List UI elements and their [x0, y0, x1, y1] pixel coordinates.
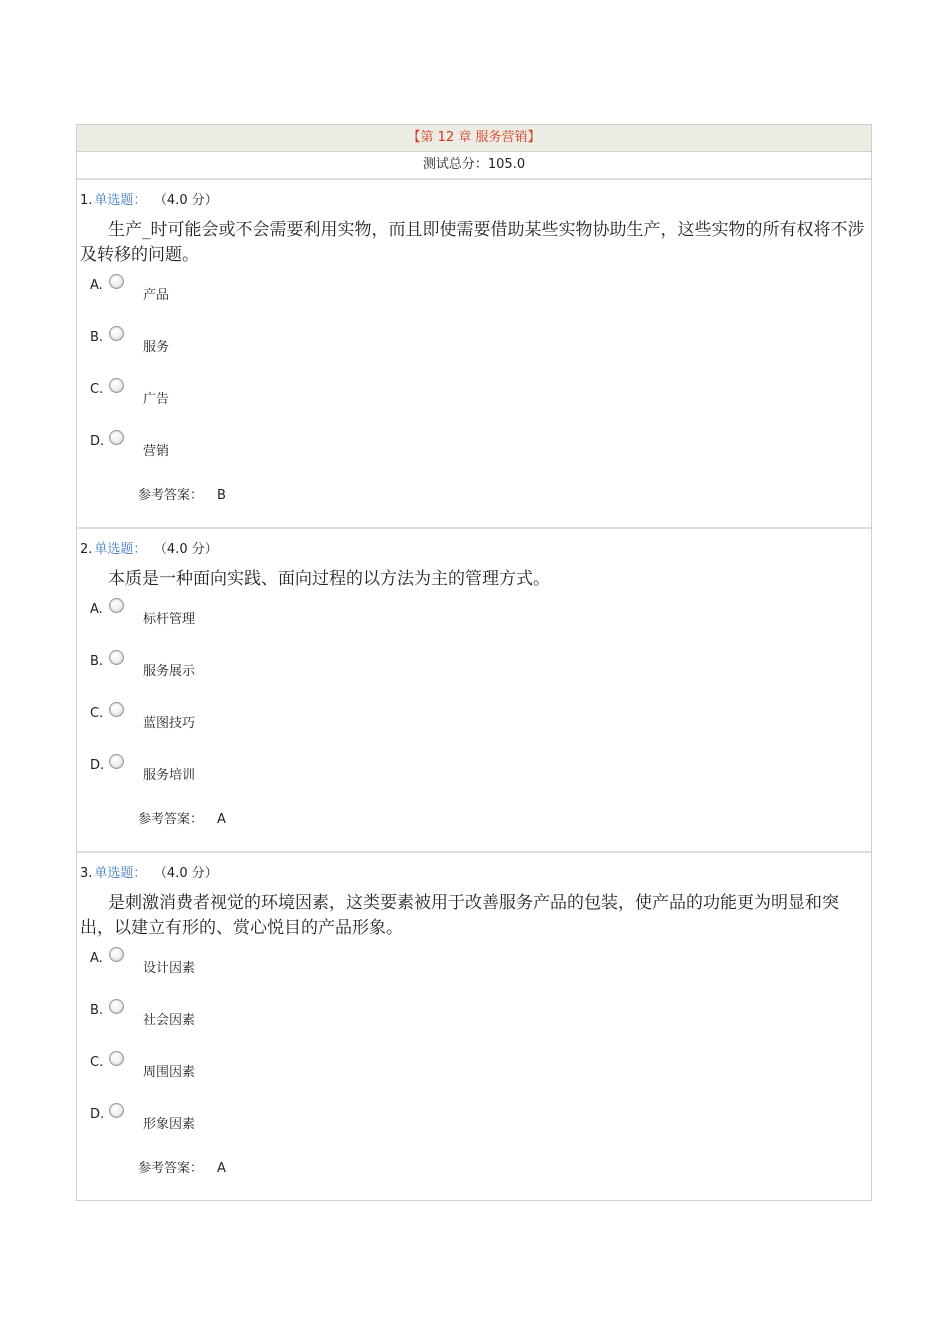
- option-letter: A.: [90, 951, 103, 966]
- option-text: 形象因素: [143, 1117, 196, 1132]
- radio-button-icon[interactable]: [109, 378, 124, 393]
- reference-answer: [138, 1157, 226, 1176]
- radio-button-icon[interactable]: [109, 326, 124, 341]
- radio-button-icon[interactable]: [109, 702, 124, 717]
- answer-label: 参考答案：: [138, 812, 204, 827]
- chapter-title: 【第 12 章 服务营销】: [77, 125, 871, 152]
- option-text: 标杆管理: [143, 612, 196, 627]
- question-text: 生产_时可能会或不会需要利用实物，而且即使需要借助某些实物协助生产，这些实物的所有权将不涉及转移的问题。: [80, 220, 865, 265]
- option-letter: A.: [90, 602, 103, 617]
- radio-button-icon[interactable]: [109, 650, 124, 665]
- question-score: （4.0 分）: [160, 866, 218, 881]
- option-letter: D.: [90, 434, 105, 449]
- option-text: 产品: [143, 288, 170, 303]
- question-number: 3.: [80, 866, 93, 881]
- radio-button-icon[interactable]: [109, 947, 124, 962]
- option-text: 广告: [143, 392, 170, 407]
- option-text: 服务培训: [143, 768, 196, 783]
- option-text: 蓝图技巧: [143, 716, 196, 731]
- option-letter: B.: [90, 330, 104, 345]
- quiz-panel: [76, 124, 872, 1201]
- total-score: 测试总分：105.0: [77, 152, 871, 180]
- option-text: 营销: [143, 444, 170, 459]
- answer-label: 参考答案：: [138, 1161, 204, 1176]
- radio-button-icon[interactable]: [109, 430, 124, 445]
- radio-button-icon[interactable]: [109, 1051, 124, 1066]
- question-3: [77, 853, 871, 1200]
- answer-value: B: [217, 488, 226, 503]
- reference-answer: [138, 484, 226, 503]
- option-text: 周围因素: [143, 1065, 196, 1080]
- question-type: 单选题：: [94, 866, 147, 881]
- radio-button-icon[interactable]: [109, 999, 124, 1014]
- radio-button-icon[interactable]: [109, 754, 124, 769]
- option-letter: C.: [90, 382, 104, 397]
- question-number: 2.: [80, 542, 93, 557]
- question-type: 单选题：: [94, 193, 147, 208]
- option-text: 设计因素: [143, 961, 196, 976]
- option-text: 服务展示: [143, 664, 196, 679]
- question-header: [80, 538, 218, 557]
- option-letter: A.: [90, 278, 103, 293]
- answer-value: A: [217, 1161, 226, 1176]
- question-score: （4.0 分）: [160, 193, 218, 208]
- question-number: 1.: [80, 193, 93, 208]
- option-letter: B.: [90, 654, 104, 669]
- question-2: [77, 529, 871, 853]
- question-1: [77, 180, 871, 529]
- question-header: [80, 862, 218, 881]
- option-letter: D.: [90, 758, 105, 773]
- answer-label: 参考答案：: [138, 488, 204, 503]
- answer-value: A: [217, 812, 226, 827]
- radio-button-icon[interactable]: [109, 274, 124, 289]
- question-header: [80, 189, 218, 208]
- option-letter: D.: [90, 1107, 105, 1122]
- question-type: 单选题：: [94, 542, 147, 557]
- radio-button-icon[interactable]: [109, 598, 124, 613]
- option-letter: C.: [90, 1055, 104, 1070]
- question-text: 本质是一种面向实践、面向过程的以方法为主的管理方式。: [108, 569, 550, 589]
- question-score: （4.0 分）: [160, 542, 218, 557]
- radio-button-icon[interactable]: [109, 1103, 124, 1118]
- option-text: 服务: [143, 340, 170, 355]
- option-letter: C.: [90, 706, 104, 721]
- option-text: 社会因素: [143, 1013, 196, 1028]
- option-letter: B.: [90, 1003, 104, 1018]
- question-text: 是刺激消费者视觉的环境因素，这类要素被用于改善服务产品的包装，使产品的功能更为明显和突出，以建立有形的、赏心悦目的产品形象。: [80, 893, 839, 938]
- reference-answer: [138, 808, 226, 827]
